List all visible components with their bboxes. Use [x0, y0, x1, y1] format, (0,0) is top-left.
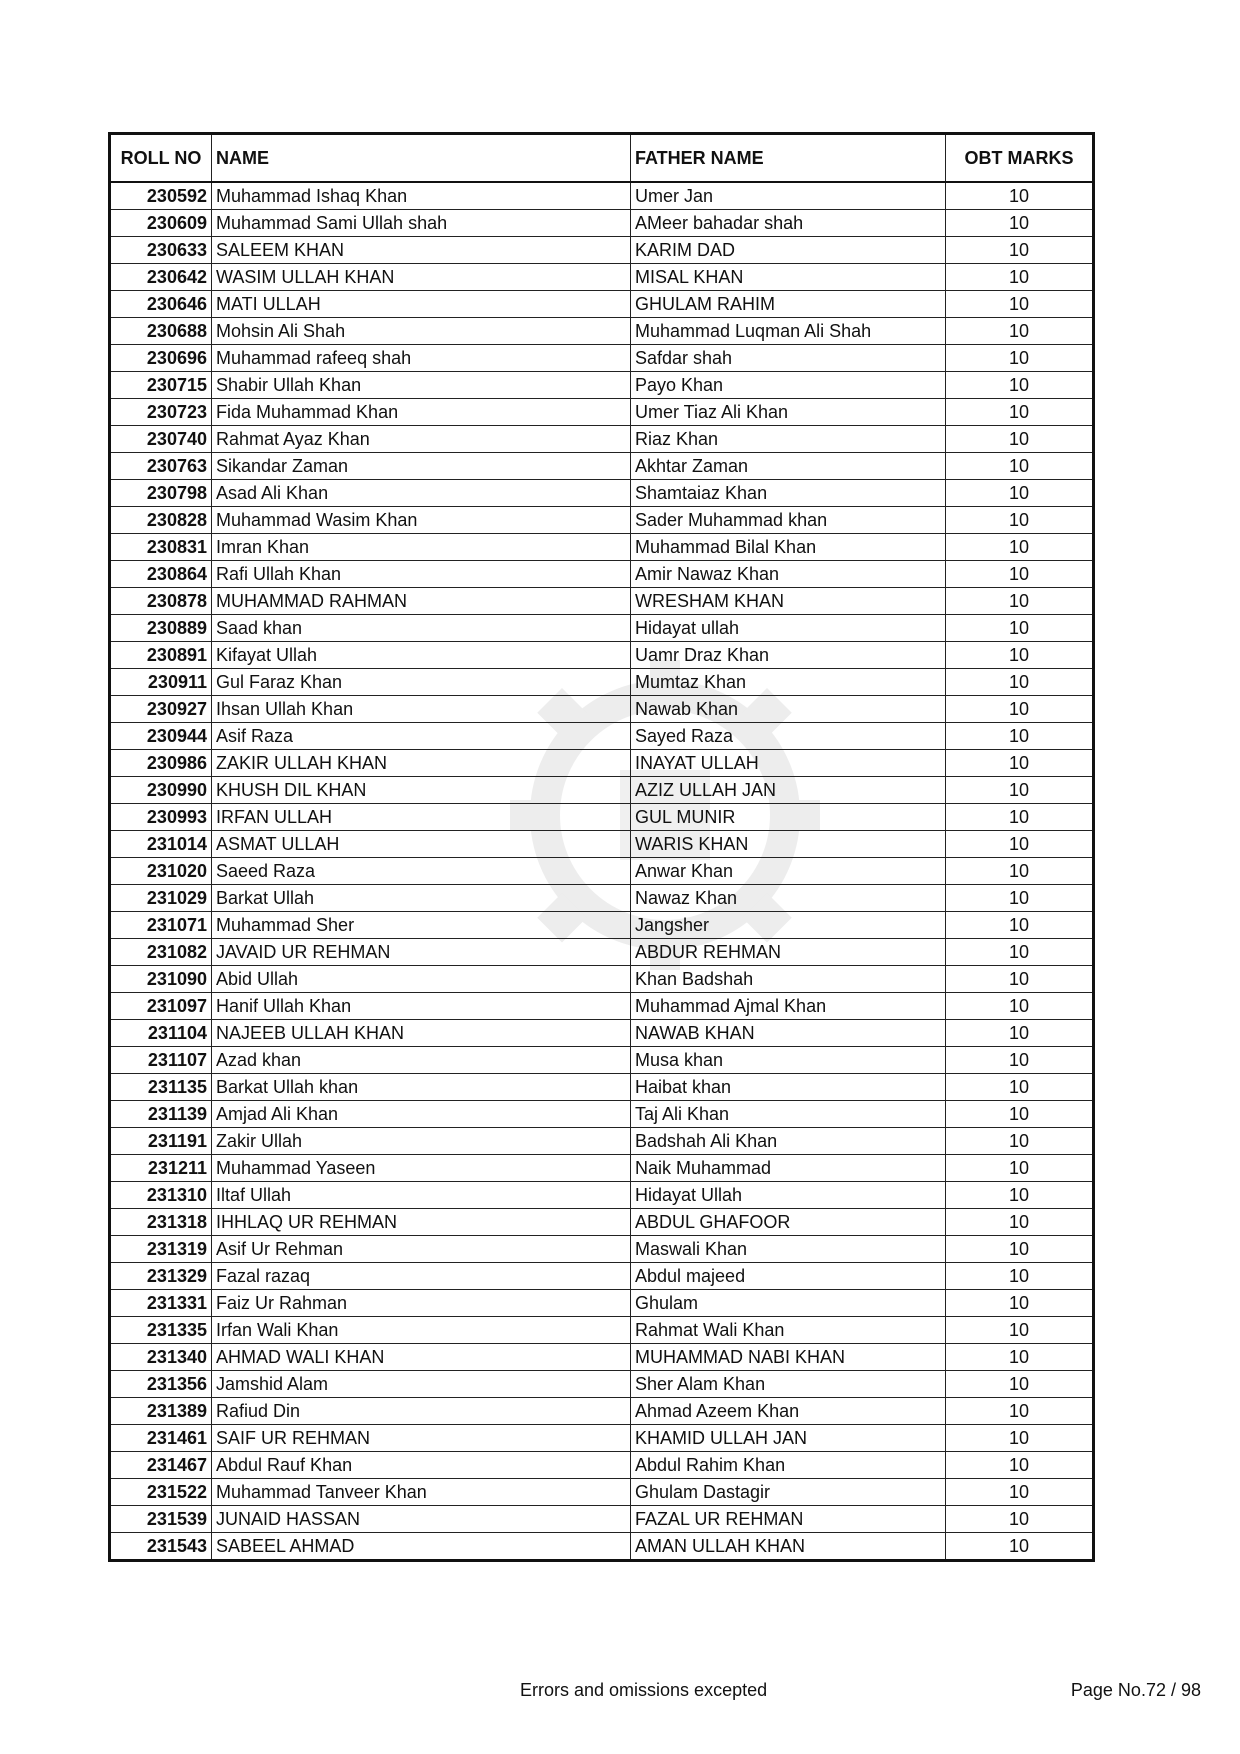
name-cell: Shabir Ullah Khan [212, 372, 631, 399]
page-number: Page No.72 / 98 [1070, 1680, 1201, 1700]
father-name-cell: Uamr Draz Khan [631, 642, 946, 669]
father-name-cell: Ahmad Azeem Khan [631, 1398, 946, 1425]
roll-no-cell: 230609 [110, 210, 212, 237]
roll-no-cell: 230646 [110, 291, 212, 318]
table-row [110, 507, 1094, 534]
father-name-cell: INAYAT ULLAH [631, 750, 946, 777]
name-cell: JUNAID HASSAN [212, 1506, 631, 1533]
father-name-cell: Nawab Khan [631, 696, 946, 723]
table-row [110, 1479, 1094, 1506]
table-row [110, 372, 1094, 399]
name-cell: JAVAID UR REHMAN [212, 939, 631, 966]
name-cell: Abdul Rauf Khan [212, 1452, 631, 1479]
father-name-cell: Musa khan [631, 1047, 946, 1074]
roll-no-cell: 231331 [110, 1290, 212, 1317]
obt-marks-cell: 10 [946, 1425, 1094, 1452]
name-cell: Jamshid Alam [212, 1371, 631, 1398]
table-row [110, 1317, 1094, 1344]
father-name-cell: Muhammad Luqman Ali Shah [631, 318, 946, 345]
roll-no-cell: 231310 [110, 1182, 212, 1209]
roll-no-cell: 231107 [110, 1047, 212, 1074]
roll-no-cell: 230642 [110, 264, 212, 291]
name-cell: Asif Ur Rehman [212, 1236, 631, 1263]
table-row [110, 1182, 1094, 1209]
table-row [110, 669, 1094, 696]
name-cell: ZAKIR ULLAH KHAN [212, 750, 631, 777]
father-name-cell: Ghulam Dastagir [631, 1479, 946, 1506]
roll-no-cell: 230944 [110, 723, 212, 750]
obt-marks-cell: 10 [946, 1290, 1094, 1317]
table-row [110, 1074, 1094, 1101]
name-cell: Asif Raza [212, 723, 631, 750]
father-name-cell: Abdul Rahim Khan [631, 1452, 946, 1479]
obt-marks-cell: 10 [946, 723, 1094, 750]
name-cell: NAJEEB ULLAH KHAN [212, 1020, 631, 1047]
roll-no-cell: 230831 [110, 534, 212, 561]
roll-no-cell: 231319 [110, 1236, 212, 1263]
name-cell: Ihsan Ullah Khan [212, 696, 631, 723]
roll-no-cell: 230592 [110, 182, 212, 210]
roll-no-cell: 230891 [110, 642, 212, 669]
roll-no-cell: 230990 [110, 777, 212, 804]
father-name-cell: Maswali Khan [631, 1236, 946, 1263]
name-cell: Muhammad Wasim Khan [212, 507, 631, 534]
father-name-cell: Nawaz Khan [631, 885, 946, 912]
father-name-cell: Naik Muhammad [631, 1155, 946, 1182]
father-name-cell: GHULAM RAHIM [631, 291, 946, 318]
roll-no-cell: 231082 [110, 939, 212, 966]
father-name-cell: Akhtar Zaman [631, 453, 946, 480]
table-header-row [110, 134, 1094, 183]
obt-marks-cell: 10 [946, 1371, 1094, 1398]
obt-marks-cell: 10 [946, 912, 1094, 939]
father-name-cell: Sader Muhammad khan [631, 507, 946, 534]
footer-note: Errors and omissions excepted [520, 1680, 768, 1700]
name-cell: Iltaf Ullah [212, 1182, 631, 1209]
obt-marks-cell: 10 [946, 1128, 1094, 1155]
table-row [110, 1398, 1094, 1425]
table-row [110, 588, 1094, 615]
father-name-cell: Muhammad Ajmal Khan [631, 993, 946, 1020]
roll-no-cell: 230889 [110, 615, 212, 642]
obt-marks-cell: 10 [946, 696, 1094, 723]
table-row [110, 723, 1094, 750]
roll-no-cell: 231097 [110, 993, 212, 1020]
table-row [110, 426, 1094, 453]
obt-marks-cell: 10 [946, 1398, 1094, 1425]
roll-no-cell: 231340 [110, 1344, 212, 1371]
obt-marks-cell: 10 [946, 264, 1094, 291]
roll-no-cell: 230993 [110, 804, 212, 831]
roll-no-cell: 230740 [110, 426, 212, 453]
obt-marks-cell: 10 [946, 426, 1094, 453]
name-cell: Rafi Ullah Khan [212, 561, 631, 588]
obt-marks-cell: 10 [946, 210, 1094, 237]
obt-marks-cell: 10 [946, 1533, 1094, 1561]
table-row [110, 318, 1094, 345]
obt-marks-cell: 10 [946, 453, 1094, 480]
name-cell: Abid Ullah [212, 966, 631, 993]
table-row [110, 561, 1094, 588]
obt-marks-cell: 10 [946, 534, 1094, 561]
father-name-cell: Jangsher [631, 912, 946, 939]
roll-no-cell: 231356 [110, 1371, 212, 1398]
name-cell: Rahmat Ayaz Khan [212, 426, 631, 453]
father-name-cell: Hidayat Ullah [631, 1182, 946, 1209]
roll-no-cell: 230986 [110, 750, 212, 777]
name-cell: SABEEL AHMAD [212, 1533, 631, 1561]
roll-no-cell: 231389 [110, 1398, 212, 1425]
obt-marks-cell: 10 [946, 1020, 1094, 1047]
name-cell: MATI ULLAH [212, 291, 631, 318]
table-row [110, 1155, 1094, 1182]
table-row [110, 345, 1094, 372]
obt-marks-cell: 10 [946, 1479, 1094, 1506]
roll-no-cell: 231543 [110, 1533, 212, 1561]
obt-marks-cell: 10 [946, 1236, 1094, 1263]
father-name-cell: FAZAL UR REHMAN [631, 1506, 946, 1533]
results-table [108, 132, 1095, 1562]
name-cell: Irfan Wali Khan [212, 1317, 631, 1344]
roll-no-cell: 230798 [110, 480, 212, 507]
roll-no-cell: 230878 [110, 588, 212, 615]
table-row [110, 1128, 1094, 1155]
roll-no-cell: 231522 [110, 1479, 212, 1506]
name-cell: Muhammad rafeeq shah [212, 345, 631, 372]
roll-no-cell: 231539 [110, 1506, 212, 1533]
obt-marks-cell: 10 [946, 966, 1094, 993]
roll-no-cell: 231135 [110, 1074, 212, 1101]
table-row [110, 993, 1094, 1020]
roll-no-header: ROLL NO [110, 134, 212, 183]
table-row [110, 696, 1094, 723]
name-cell: Muhammad Sher [212, 912, 631, 939]
table-row [110, 750, 1094, 777]
obt-marks-cell: 10 [946, 885, 1094, 912]
father-name-cell: ABDUL GHAFOOR [631, 1209, 946, 1236]
roll-no-cell: 230763 [110, 453, 212, 480]
table-body [110, 182, 1094, 1561]
name-cell: IRFAN ULLAH [212, 804, 631, 831]
name-header: NAME [212, 134, 631, 183]
obt-marks-cell: 10 [946, 804, 1094, 831]
father-name-cell: Khan Badshah [631, 966, 946, 993]
name-cell: Imran Khan [212, 534, 631, 561]
father-name-cell: Shamtaiaz Khan [631, 480, 946, 507]
table-row [110, 264, 1094, 291]
name-cell: Zakir Ullah [212, 1128, 631, 1155]
father-name-cell: GUL MUNIR [631, 804, 946, 831]
table-row [110, 210, 1094, 237]
father-name-cell: Ghulam [631, 1290, 946, 1317]
father-name-cell: Taj Ali Khan [631, 1101, 946, 1128]
father-name-cell: Rahmat Wali Khan [631, 1317, 946, 1344]
obt-marks-cell: 10 [946, 1074, 1094, 1101]
roll-no-cell: 230864 [110, 561, 212, 588]
father-name-cell: ABDUR REHMAN [631, 939, 946, 966]
name-cell: ASMAT ULLAH [212, 831, 631, 858]
obt-marks-header: OBT MARKS [946, 134, 1094, 183]
table-row [110, 885, 1094, 912]
obt-marks-cell: 10 [946, 345, 1094, 372]
table-row [110, 615, 1094, 642]
name-cell: WASIM ULLAH KHAN [212, 264, 631, 291]
name-cell: Muhammad Tanveer Khan [212, 1479, 631, 1506]
roll-no-cell: 231461 [110, 1425, 212, 1452]
roll-no-cell: 231020 [110, 858, 212, 885]
roll-no-cell: 231467 [110, 1452, 212, 1479]
name-cell: Muhammad Ishaq Khan [212, 182, 631, 210]
table-row [110, 1020, 1094, 1047]
father-name-cell: MISAL KHAN [631, 264, 946, 291]
obt-marks-cell: 10 [946, 1506, 1094, 1533]
roll-no-cell: 230828 [110, 507, 212, 534]
obt-marks-cell: 10 [946, 1263, 1094, 1290]
table-row [110, 1290, 1094, 1317]
obt-marks-cell: 10 [946, 399, 1094, 426]
roll-no-cell: 230715 [110, 372, 212, 399]
obt-marks-cell: 10 [946, 372, 1094, 399]
obt-marks-cell: 10 [946, 1101, 1094, 1128]
father-name-cell: Hidayat ullah [631, 615, 946, 642]
name-cell: Rafiud Din [212, 1398, 631, 1425]
table-row [110, 1344, 1094, 1371]
obt-marks-cell: 10 [946, 642, 1094, 669]
name-cell: Sikandar Zaman [212, 453, 631, 480]
table-row [110, 939, 1094, 966]
table-row [110, 1101, 1094, 1128]
name-cell: Barkat Ullah [212, 885, 631, 912]
table-row [110, 966, 1094, 993]
father-name-cell: Abdul majeed [631, 1263, 946, 1290]
name-cell: Kifayat Ullah [212, 642, 631, 669]
roll-no-cell: 230723 [110, 399, 212, 426]
table-row [110, 291, 1094, 318]
table-row [110, 1209, 1094, 1236]
father-name-cell: WRESHAM KHAN [631, 588, 946, 615]
name-cell: Amjad Ali Khan [212, 1101, 631, 1128]
name-cell: Barkat Ullah khan [212, 1074, 631, 1101]
name-cell: Saad khan [212, 615, 631, 642]
table-row [110, 831, 1094, 858]
father-name-cell: WARIS KHAN [631, 831, 946, 858]
name-cell: Muhammad Sami Ullah shah [212, 210, 631, 237]
father-name-cell: AMeer bahadar shah [631, 210, 946, 237]
father-name-header: FATHER NAME [631, 134, 946, 183]
father-name-cell: Riaz Khan [631, 426, 946, 453]
table-row [110, 399, 1094, 426]
father-name-cell: Payo Khan [631, 372, 946, 399]
obt-marks-cell: 10 [946, 507, 1094, 534]
name-cell: Muhammad Yaseen [212, 1155, 631, 1182]
name-cell: Saeed Raza [212, 858, 631, 885]
roll-no-cell: 231329 [110, 1263, 212, 1290]
table-row [110, 858, 1094, 885]
obt-marks-cell: 10 [946, 237, 1094, 264]
name-cell: Azad khan [212, 1047, 631, 1074]
name-cell: SALEEM KHAN [212, 237, 631, 264]
father-name-cell: Badshah Ali Khan [631, 1128, 946, 1155]
father-name-cell: Haibat khan [631, 1074, 946, 1101]
obt-marks-cell: 10 [946, 1344, 1094, 1371]
obt-marks-cell: 10 [946, 291, 1094, 318]
obt-marks-cell: 10 [946, 1047, 1094, 1074]
father-name-cell: Umer Jan [631, 182, 946, 210]
obt-marks-cell: 10 [946, 318, 1094, 345]
table-row [110, 1533, 1094, 1561]
roll-no-cell: 231191 [110, 1128, 212, 1155]
roll-no-cell: 231029 [110, 885, 212, 912]
table-row [110, 534, 1094, 561]
father-name-cell: Mumtaz Khan [631, 669, 946, 696]
father-name-cell: Amir Nawaz Khan [631, 561, 946, 588]
father-name-cell: Sayed Raza [631, 723, 946, 750]
name-cell: Hanif Ullah Khan [212, 993, 631, 1020]
roll-no-cell: 231318 [110, 1209, 212, 1236]
father-name-cell: Umer Tiaz Ali Khan [631, 399, 946, 426]
obt-marks-cell: 10 [946, 182, 1094, 210]
obt-marks-cell: 10 [946, 561, 1094, 588]
obt-marks-cell: 10 [946, 1155, 1094, 1182]
roll-no-cell: 231090 [110, 966, 212, 993]
roll-no-cell: 230927 [110, 696, 212, 723]
obt-marks-cell: 10 [946, 1209, 1094, 1236]
name-cell: Gul Faraz Khan [212, 669, 631, 696]
father-name-cell: Muhammad Bilal Khan [631, 534, 946, 561]
name-cell: Fazal razaq [212, 1263, 631, 1290]
table-row [110, 1452, 1094, 1479]
table-row [110, 777, 1094, 804]
roll-no-cell: 230696 [110, 345, 212, 372]
roll-no-cell: 231211 [110, 1155, 212, 1182]
table-row [110, 237, 1094, 264]
table-row [110, 1236, 1094, 1263]
name-cell: AHMAD WALI KHAN [212, 1344, 631, 1371]
obt-marks-cell: 10 [946, 480, 1094, 507]
obt-marks-cell: 10 [946, 1452, 1094, 1479]
table-row [110, 453, 1094, 480]
name-cell: KHUSH DIL KHAN [212, 777, 631, 804]
obt-marks-cell: 10 [946, 615, 1094, 642]
father-name-cell: NAWAB KHAN [631, 1020, 946, 1047]
table-row [110, 1263, 1094, 1290]
obt-marks-cell: 10 [946, 750, 1094, 777]
obt-marks-cell: 10 [946, 939, 1094, 966]
name-cell: Faiz Ur Rahman [212, 1290, 631, 1317]
obt-marks-cell: 10 [946, 858, 1094, 885]
father-name-cell: AMAN ULLAH KHAN [631, 1533, 946, 1561]
father-name-cell: Safdar shah [631, 345, 946, 372]
roll-no-cell: 230633 [110, 237, 212, 264]
table-row [110, 642, 1094, 669]
obt-marks-cell: 10 [946, 777, 1094, 804]
roll-no-cell: 231071 [110, 912, 212, 939]
obt-marks-cell: 10 [946, 1182, 1094, 1209]
father-name-cell: Anwar Khan [631, 858, 946, 885]
roll-no-cell: 231014 [110, 831, 212, 858]
obt-marks-cell: 10 [946, 1317, 1094, 1344]
table-row [110, 912, 1094, 939]
obt-marks-cell: 10 [946, 993, 1094, 1020]
father-name-cell: AZIZ ULLAH JAN [631, 777, 946, 804]
roll-no-cell: 230911 [110, 669, 212, 696]
father-name-cell: KHAMID ULLAH JAN [631, 1425, 946, 1452]
father-name-cell: Sher Alam Khan [631, 1371, 946, 1398]
name-cell: MUHAMMAD RAHMAN [212, 588, 631, 615]
name-cell: IHHLAQ UR REHMAN [212, 1209, 631, 1236]
father-name-cell: MUHAMMAD NABI KHAN [631, 1344, 946, 1371]
table-row [110, 1506, 1094, 1533]
table-row [110, 1371, 1094, 1398]
name-cell: SAIF UR REHMAN [212, 1425, 631, 1452]
obt-marks-cell: 10 [946, 588, 1094, 615]
table-row [110, 1425, 1094, 1452]
obt-marks-cell: 10 [946, 669, 1094, 696]
table-row [110, 480, 1094, 507]
table-row [110, 804, 1094, 831]
obt-marks-cell: 10 [946, 831, 1094, 858]
name-cell: Fida Muhammad Khan [212, 399, 631, 426]
name-cell: Mohsin Ali Shah [212, 318, 631, 345]
roll-no-cell: 231139 [110, 1101, 212, 1128]
name-cell: Asad Ali Khan [212, 480, 631, 507]
roll-no-cell: 230688 [110, 318, 212, 345]
table-row [110, 182, 1094, 210]
father-name-cell: KARIM DAD [631, 237, 946, 264]
roll-no-cell: 231335 [110, 1317, 212, 1344]
table-row [110, 1047, 1094, 1074]
roll-no-cell: 231104 [110, 1020, 212, 1047]
